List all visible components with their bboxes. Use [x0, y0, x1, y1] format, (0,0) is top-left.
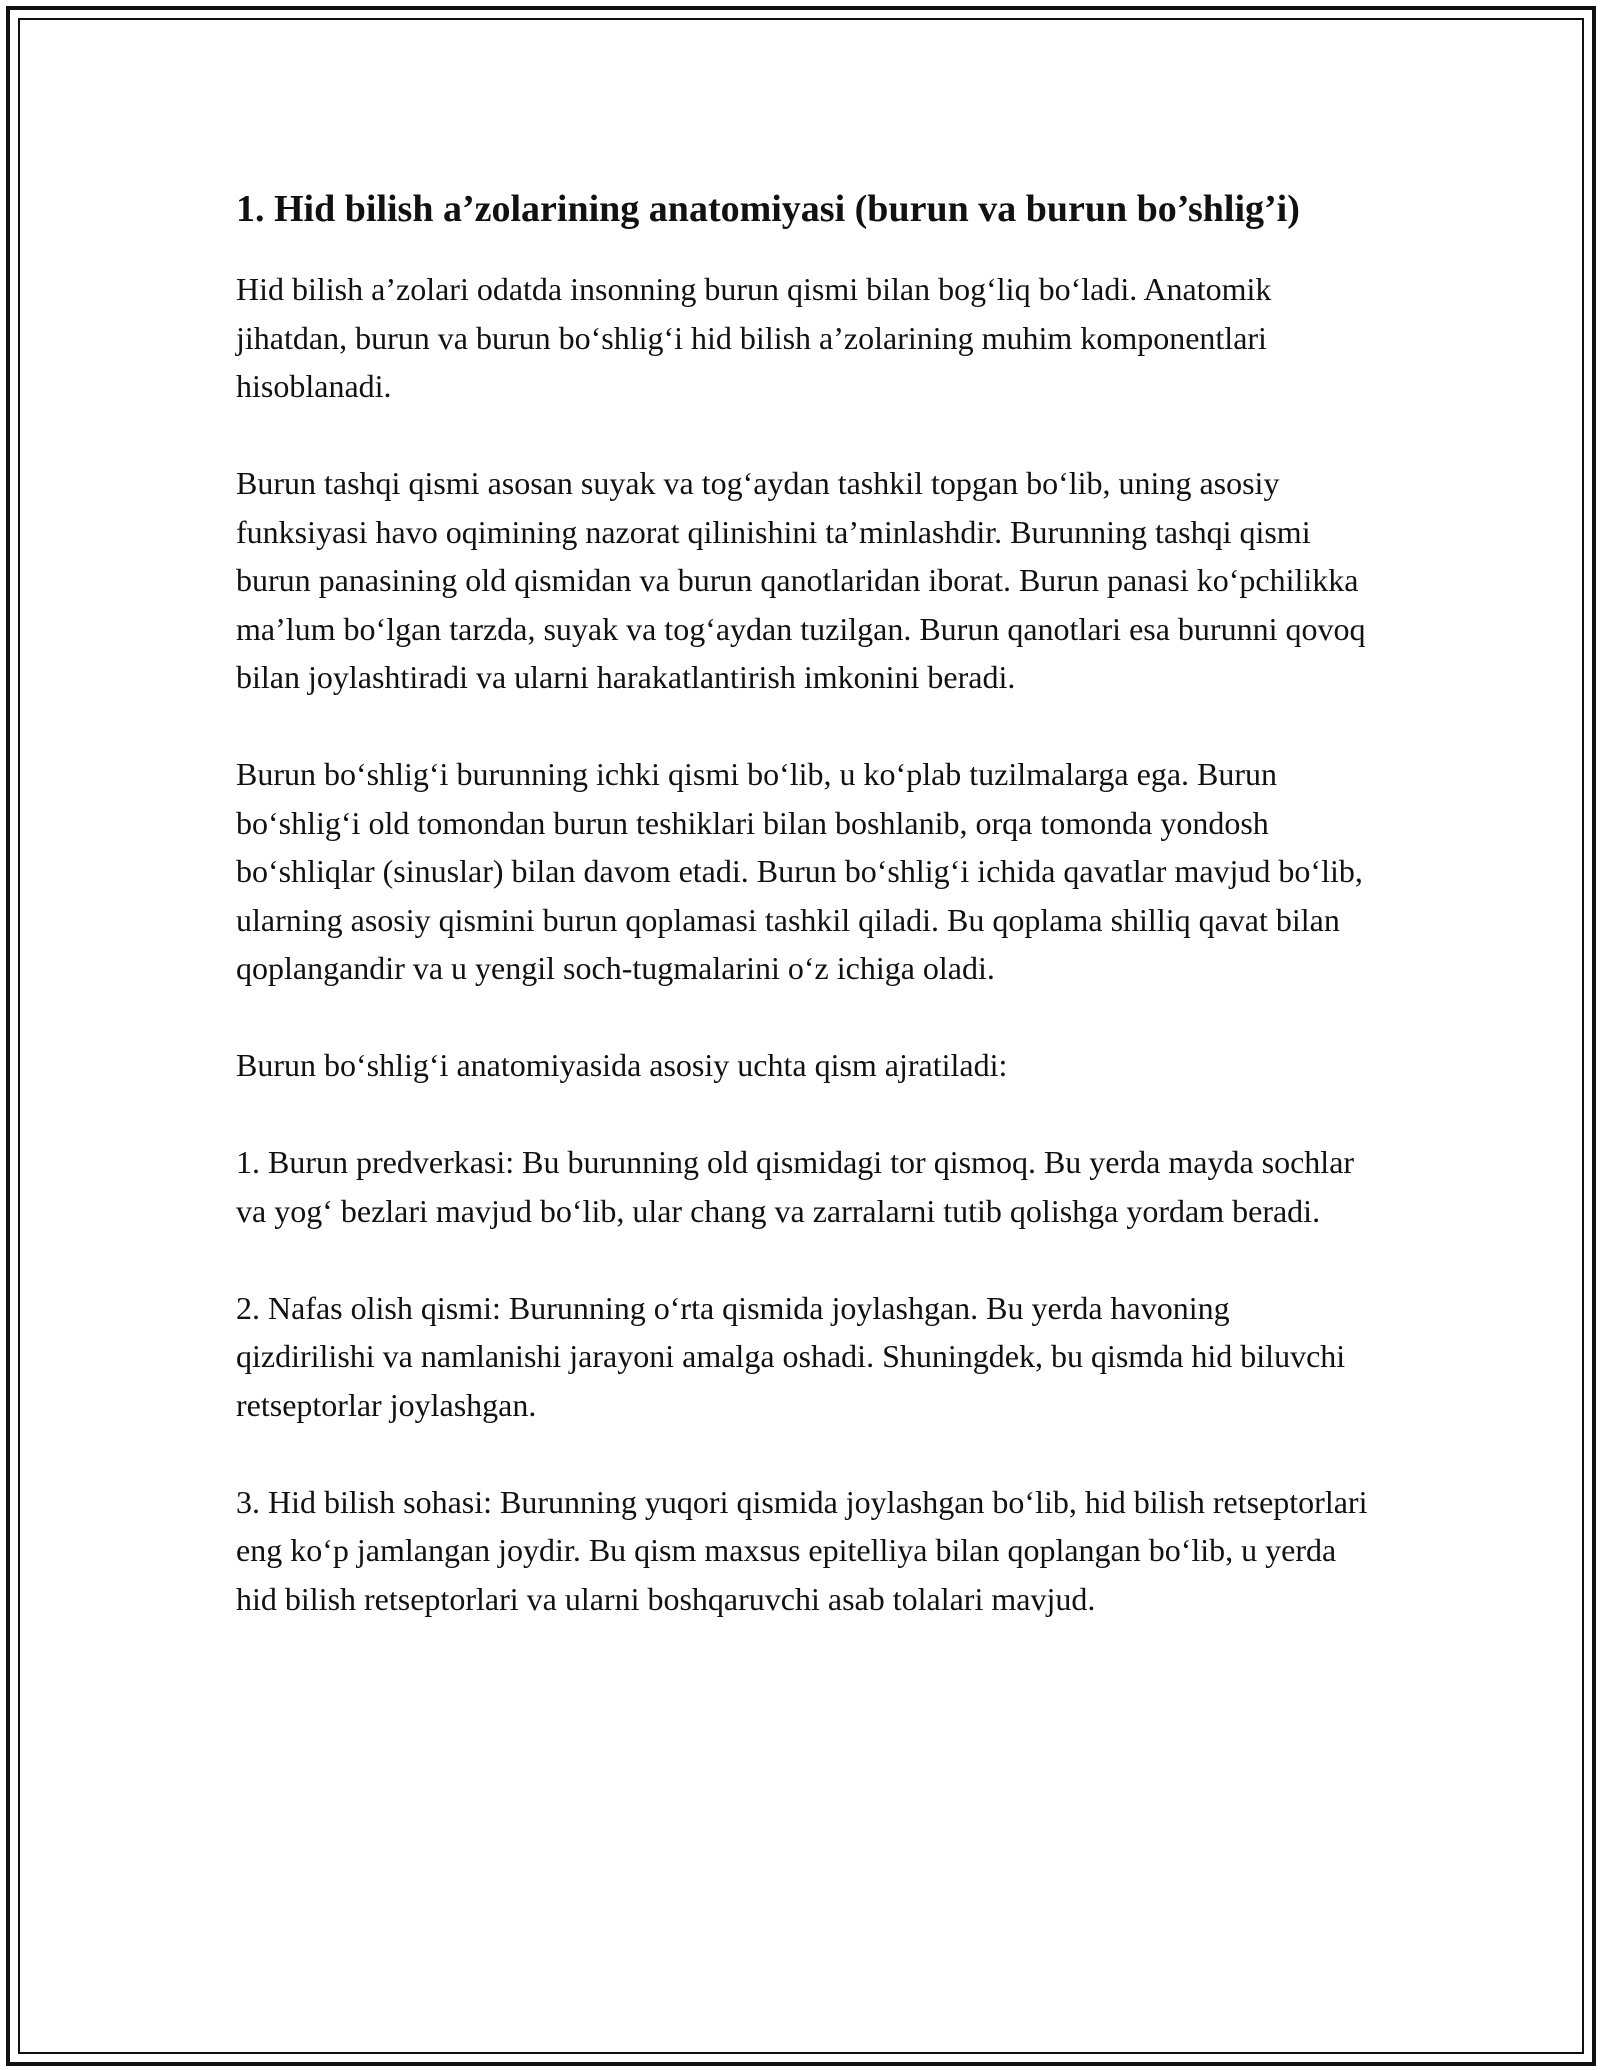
section-heading: 1. Hid bilish a’zolarining anatomiyasi (burun va burun bo’shlig’i) — [236, 188, 1300, 230]
list-item-olfactory-region: 3. Hid bilish sohasi: Burunning yuqori qismida joylashgan bo‘lib, hid bilish retseptorlari eng ko‘p jamlangan joydir. Bu qism maxsus epitelliya bilan qoplangan bo‘lib, u yerda hid bilish retseptorlari va ularni boshqaruvchi asab tolalari mavjud. — [236, 1483, 1368, 1617]
document-body — [236, 184, 1376, 1623]
paragraph-external-nose: Burun tashqi qismi asosan suyak va tog‘aydan tashkil topgan bo‘lib, uning asosiy funksiyasi havo oqimining nazorat qilinishini ta’minlashdir. Burunning tashqi qismi burun panasining old qismidan va burun qanotlaridan iborat. Burun panasi ko‘pchilikka ma’lum bo‘lgan tarzda, suyak va tog‘aydan tuzilgan. Burun qanotlari esa burunni qovoq bilan joylashtiradi va ularni harakatlantirish imkonini beradi. — [236, 465, 1366, 695]
paragraph-nasal-cavity: Burun bo‘shlig‘i burunning ichki qismi bo‘lib, u ko‘plab tuzilmalarga ega. Burun bo‘shlig‘i old tomondan burun teshiklari bilan boshlanib, orqa tomonda yondosh bo‘shliqlar (sinuslar) bilan davom etadi. Burun bo‘shlig‘i ichida qavatlar mavjud bo‘lib, ularning asosiy qismini burun qoplamasi tashkil qiladi. Bu qoplama shilliq qavat bilan qoplangandir va u yengil soch-tugmalarini o‘z ichiga oladi. — [236, 756, 1363, 986]
paragraph-three-parts-intro: Burun bo‘shlig‘i anatomiyasida asosiy uchta qism ajratiladi: — [236, 1047, 1008, 1083]
list-item-respiratory-part: 2. Nafas olish qismi: Burunning o‘rta qismida joylashgan. Bu yerda havoning qizdirilishi va namlanishi jarayoni amalga oshadi. Shuningdek, bu qismda hid biluvchi retseptorlar joylashgan. — [236, 1289, 1346, 1423]
list-item-vestibule: 1. Burun predverkasi: Bu burunning old qismidagi tor qismoq. Bu yerda mayda sochlar va yog‘ bezlari mavjud bo‘lib, ular chang va zarralarni tutib qolishga yordam beradi. — [236, 1144, 1355, 1229]
paragraph-intro: Hid bilish a’zolari odatda insonning burun qismi bilan bog‘liq bo‘ladi. Anatomik jihatdan, burun va burun bo‘shlig‘i hid bilish a’zolarining muhim komponentlari hisoblanadi. — [236, 271, 1272, 404]
